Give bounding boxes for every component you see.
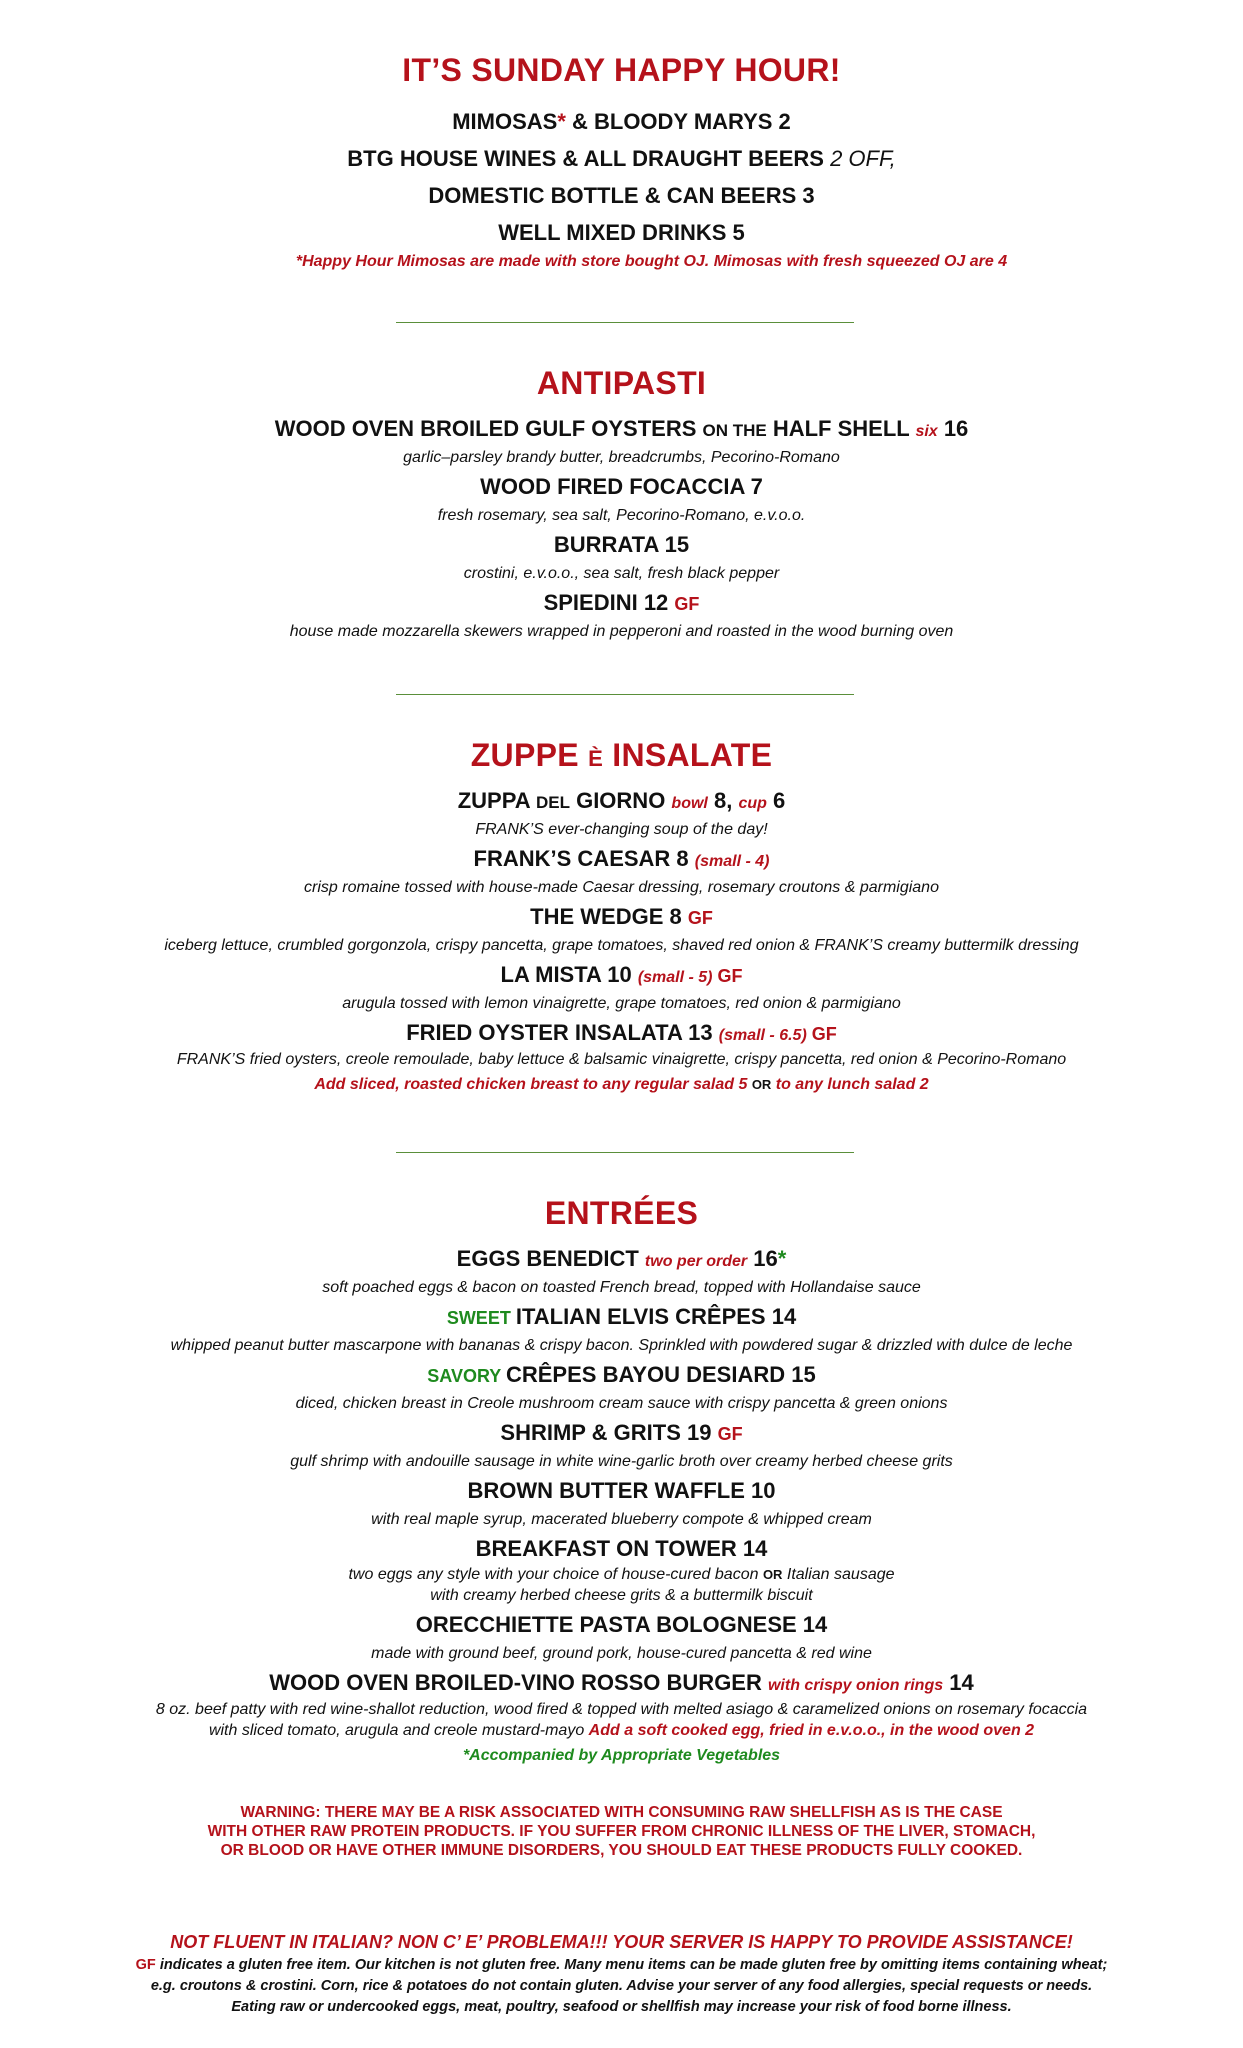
gluten-free-badge: GF [806,1024,837,1044]
menu-item-desc: with real maple syrup, macerated blueberry compote & whipped cream [371,1511,872,1528]
menu-item-crepes-bayou: SAVORY CRÊPES BAYOU DESIARD 15 [427,1362,816,1387]
happy-hour-line-mimosas: MIMOSAS* & BLOODY MARYS 2 [452,109,791,134]
section-divider [396,1152,854,1153]
menu-item-desc-continued: with sliced tomato, arugula and creole mustard-mayo Add a soft cooked egg, fried in e.v.o.o., in the wood oven 2 [208,1722,1035,1739]
happy-hour-line-wines: BTG HOUSE WINES & ALL DRAUGHT BEERS 2 OFF, [347,146,896,171]
menu-item-orecchiette: ORECCHIETTE PASTA BOLOGNESE 14 [415,1612,828,1637]
menu-item-burrata: BURRATA 15 [553,532,690,557]
menu-item-burger: WOOD OVEN BROILED-VINO ROSSO BURGER with crispy onion rings 14 [269,1670,974,1695]
menu-item-desc: diced, chicken breast in Creole mushroom cream sauce with crispy pancetta & green onions [295,1395,948,1412]
menu-item-desc: fresh rosemary, sea salt, Pecorino-Romano, e.v.o.o. [437,507,806,524]
footer [0,1932,1243,2018]
menu-item-shrimp-grits: SHRIMP & GRITS 19 GF [500,1420,743,1445]
menu-item-desc: arugula tossed with lemon vinaigrette, grape tomatoes, red onion & parmigiano [342,995,901,1012]
happy-hour-section [0,52,1243,271]
menu-item-breakfast-tower: BREAKFAST ON TOWER 14 [475,1536,768,1561]
menu-item-la-mista: LA MISTA 10 (small - 5) GF [500,962,743,987]
section-divider [396,322,854,323]
menu-item-desc: 8 oz. beef patty with red wine-shallot reduction, wood fired & topped with melted asiago & caramelized onions on rosemary focaccia [155,1701,1088,1718]
zuppe-section [0,737,1243,1098]
menu-item-oysters: WOOD OVEN BROILED GULF OYSTERS ON THE HALF SHELL six 16 [274,416,969,441]
antipasti-title: ANTIPASTI [536,365,707,401]
menu-item-desc: crisp romaine tossed with house-made Caesar dressing, rosemary croutons & parmigiano [304,879,939,896]
menu-item-desc: gulf shrimp with andouille sausage in white wine-garlic broth over creamy herbed cheese grits [290,1453,953,1470]
raw-shellfish-warning: WARNING: THERE MAY BE A RISK ASSOCIATED WITH CONSUMING RAW SHELLFISH AS IS THE CASE WITH OTHER RAW PROTEIN PRODUCTS. IF YOU SUFFER FROM CHRONIC ILLNESS OF THE LIVER, STOMACH, OR BLOOD OR HAVE OTHER IMMUNE DISORDERS, YOU SHOULD EAT THESE PRODUCTS FULLY COOKED. [207,1804,1036,1859]
menu-item-desc: FRANK’S fried oysters, creole remoulade, baby lettuce & balsamic vinaigrette, crispy pancetta, red onion & Pecorino-Romano [176,1051,1067,1068]
gluten-free-badge: GF [712,966,743,986]
menu-item-desc-continued: with creamy herbed cheese grits & a buttermilk biscuit [430,1587,813,1604]
menu-item-spiedini: SPIEDINI 12 GF [543,590,700,615]
menu-item-desc: FRANK’S ever-changing soup of the day! [475,821,768,838]
menu-item-desc: made with ground beef, ground pork, house-cured pancetta & red wine [371,1645,872,1662]
entrees-title: ENTRÉES [544,1195,699,1231]
menu-item-fried-oyster-insalata: FRIED OYSTER INSALATA 13 (small - 6.5) GF [406,1020,837,1045]
happy-hour-line-drinks: WELL MIXED DRINKS 5 [498,220,745,245]
gluten-free-badge: GF [717,1424,743,1444]
menu-item-caesar: FRANK’S CAESAR 8 (small - 4) [473,846,770,871]
section-divider [396,694,854,695]
footer-title: NOT FLUENT IN ITALIAN? NON C’ E’ PROBLEMA!!! YOUR SERVER IS HAPPY TO PROVIDE ASSISTANCE! [170,1932,1073,1952]
gluten-free-badge: GF [687,908,713,928]
menu-item-elvis-crepes: SWEET ITALIAN ELVIS CRÊPES 14 [446,1304,797,1329]
menu-item-waffle: BROWN BUTTER WAFFLE 10 [467,1478,776,1503]
happy-hour-note: *Happy Hour Mimosas are made with store bought OJ. Mimosas with fresh squeezed OJ are 4 [295,253,1008,270]
entrees-section [0,1195,1243,1768]
menu-item-desc: iceberg lettuce, crumbled gorgonzola, crispy pancetta, grape tomatoes, shaved red onion & FRANK’S creamy buttermilk dressing [164,937,1079,954]
zuppe-title: ZUPPE È INSALATE [470,737,773,773]
happy-hour-line-beers: DOMESTIC BOTTLE & CAN BEERS 3 [428,183,815,208]
happy-hour-title: IT’S SUNDAY HAPPY HOUR! [402,52,841,88]
menu-item-zuppa: ZUPPA DEL GIORNO bowl 8, cup 6 [457,788,786,813]
menu-item-desc: two eggs any style with your choice of house-cured bacon OR Italian sausage [348,1566,895,1583]
menu-item-focaccia: WOOD FIRED FOCACCIA 7 [480,474,763,499]
salad-addon-note: Add sliced, roasted chicken breast to any regular salad 5 OR to any lunch salad 2 [314,1076,929,1093]
menu-item-desc: garlic–parsley brandy butter, breadcrumbs, Pecorino-Romano [403,449,840,466]
menu-item-desc: whipped peanut butter mascarpone with bananas & crispy bacon. Sprinkled with powdered sugar & drizzled with dulce de leche [170,1337,1073,1354]
menu-item-desc: crostini, e.v.o.o., sea salt, fresh black pepper [463,565,780,582]
gluten-free-badge: GF [135,1957,156,1973]
menu-item-eggs-benedict: EGGS BENEDICT two per order 16* [456,1246,787,1271]
menu-item-wedge: THE WEDGE 8 GF [530,904,713,929]
accompanied-note: *Accompanied by Appropriate Vegetables [462,1747,781,1764]
menu-item-desc: soft poached eggs & bacon on toasted French bread, topped with Hollandaise sauce [322,1279,921,1296]
antipasti-section [0,365,1243,646]
menu-item-desc: house made mozzarella skewers wrapped in pepperoni and roasted in the wood burning oven [289,623,954,640]
gluten-free-badge: GF [674,594,700,614]
footer-gluten-note: GF indicates a gluten free item. Our kitchen is not gluten free. Many menu items can be made gluten free by omitting items containing wheat; e.g. croutons & crostini. Corn, rice & potatoes do not contain gluten. Advise your server of any food allergies, special requests or needs. Eating raw or undercooked eggs, meat, poultry, seafood or shellfish may increase your risk of food borne illness. [135,1957,1108,2015]
